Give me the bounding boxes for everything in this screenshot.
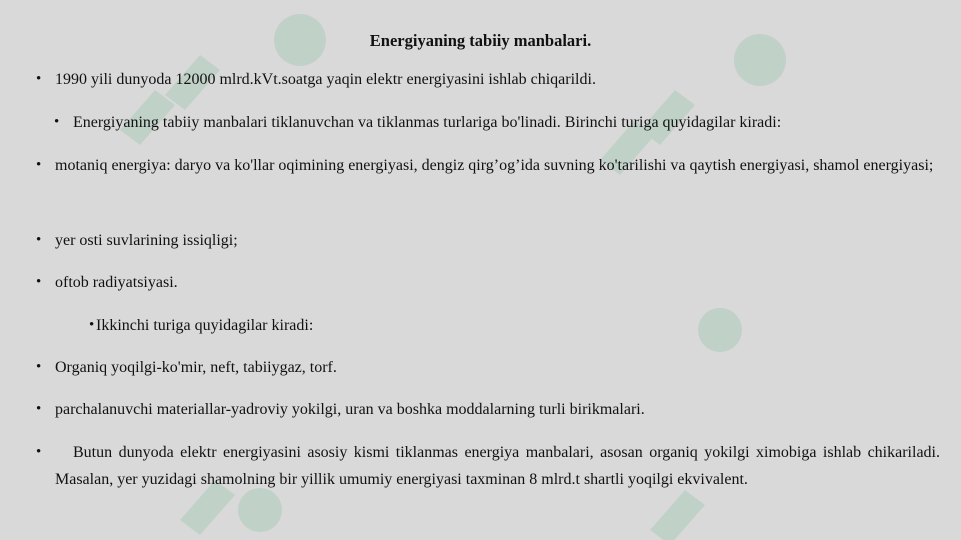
bullet-item-4 <box>36 227 935 254</box>
bullet-item-8 <box>36 396 935 423</box>
bullet-text: Ikkinchi turiga quyidagilar kiradi: <box>96 317 314 334</box>
bullet-text: parchalanuvchi materiallar-yadroviy yokilgi, uran va boshka moddalarning turli birikmalari. <box>55 401 645 418</box>
bullet-item-1 <box>36 66 935 93</box>
bullet-text: 1990 yili dunyoda 12000 mlrd.kVt.soatga yaqin elektr energiyasini ishlab chiqarildi. <box>55 71 596 88</box>
bullet-text: Butun dunyoda elektr energiyasini asosiy kismi tiklanmas energiya manbalari, asosan organiq yokilgi ximobiga ishlab chikariladi. Masalan, yer yuzidagi shamolning bir yillik umumiy energiyasi taxminan 8 mlrd.t shartli yoqilgi ekvivalent. <box>55 444 940 488</box>
bullet-item-2 <box>54 109 933 136</box>
bullet-marker: • <box>36 444 42 460</box>
bullet-item-9 <box>36 439 940 493</box>
slide-title: Energiyaning tabiiy manbalari. <box>369 31 592 50</box>
bullet-text: yer osti suvlarining issiqligi; <box>55 232 238 249</box>
bullet-marker: • <box>54 114 60 130</box>
bullet-text: motaniq energiya: daryo va ko'llar oqimining energiyasi, dengiz qirg’og’ida suvning ko'tarilishi va qaytish energiyasi, shamol energiyasi; <box>55 157 934 174</box>
bullet-item-5 <box>36 269 935 296</box>
bullet-item-6 <box>89 312 936 339</box>
bullet-item-7 <box>36 354 935 381</box>
bullet-marker: • <box>36 232 42 248</box>
bullet-marker: • <box>36 274 42 290</box>
bullet-item-3 <box>36 152 940 179</box>
bullet-marker: • <box>36 71 42 87</box>
bullet-marker: • <box>89 317 95 333</box>
bullet-text: Organiq yoqilgi-ko'mir, neft, tabiiygaz, torf. <box>55 359 337 376</box>
bullet-text: oftob radiyatsiyasi. <box>55 274 178 291</box>
bullet-text: Energiyaning tabiiy manbalari tiklanuvchan va tiklanmas turlariga bo'linadi. Birinchi turiga quyidagilar kiradi: <box>73 114 782 131</box>
bullet-marker: • <box>36 157 42 173</box>
bullet-marker: • <box>36 401 42 417</box>
bullet-marker: • <box>36 359 42 375</box>
